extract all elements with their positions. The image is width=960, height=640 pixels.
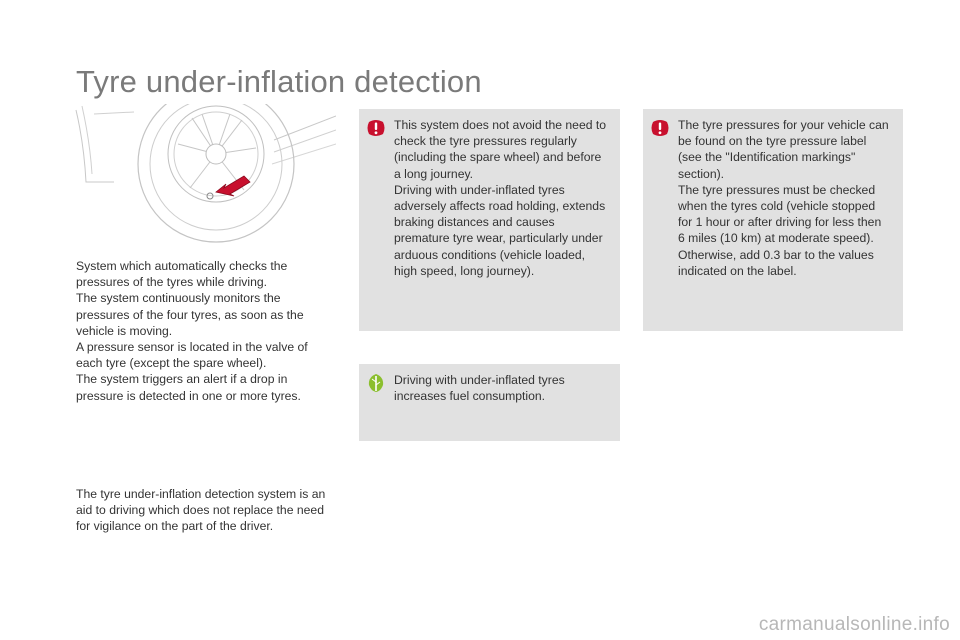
warning-box-tyre-checks xyxy=(359,109,620,331)
intro-line: System which automatically checks the pressures of the tyres while driving. xyxy=(76,259,288,290)
warning-paragraph: This system does not avoid the need to check the tyre pressures regularly (including the spare wheel) and before a long journey. xyxy=(394,118,607,181)
warning-paragraph: Driving with under-inflated tyres adversely affects road holding, extends braking distances and causes premature tyre wear, particularly under arduous conditions (vehicle loaded, high speed, long journey). xyxy=(394,182,606,278)
intro-line: A pressure sensor is located in the valve of each tyre (except the spare wheel). xyxy=(76,340,308,371)
wheel-valve-illustration xyxy=(74,104,336,244)
warning-paragraph: Otherwise, add 0.3 bar to the values indicated on the label. xyxy=(678,247,874,278)
intro-line: The system triggers an alert if a drop in pressure is detected in one or more tyres. xyxy=(76,372,301,403)
warning-exclamation-icon xyxy=(650,118,670,138)
tip-box-fuel-consumption xyxy=(359,364,620,441)
intro-text xyxy=(76,258,336,404)
watermark: carmanualsonline.info xyxy=(758,614,950,635)
page-title: Tyre under-inflation detection xyxy=(76,64,482,99)
warning-exclamation-icon xyxy=(366,118,386,138)
intro-line: The system continuously monitors the pressures of the four tyres, as soon as the vehicle is moving. xyxy=(76,291,304,338)
driver-vigilance-note: The tyre under-inflation detection system is an aid to driving which does not replace the need for vigilance on the part of the driver. xyxy=(76,487,326,534)
tip-text: Driving with under-inflated tyres increases fuel consumption. xyxy=(394,373,565,404)
eco-leaf-icon xyxy=(366,373,386,393)
warning-paragraph: The tyre pressures must be checked when the tyres cold (vehicle stopped for 1 hour or after driving for less then 6 miles (10 km) at moderate speed). xyxy=(678,182,882,246)
warning-paragraph: The tyre pressures for your vehicle can be found on the tyre pressure label (see the "Identification markings" section). xyxy=(678,118,889,181)
warning-box-tyre-pressures xyxy=(643,109,903,331)
